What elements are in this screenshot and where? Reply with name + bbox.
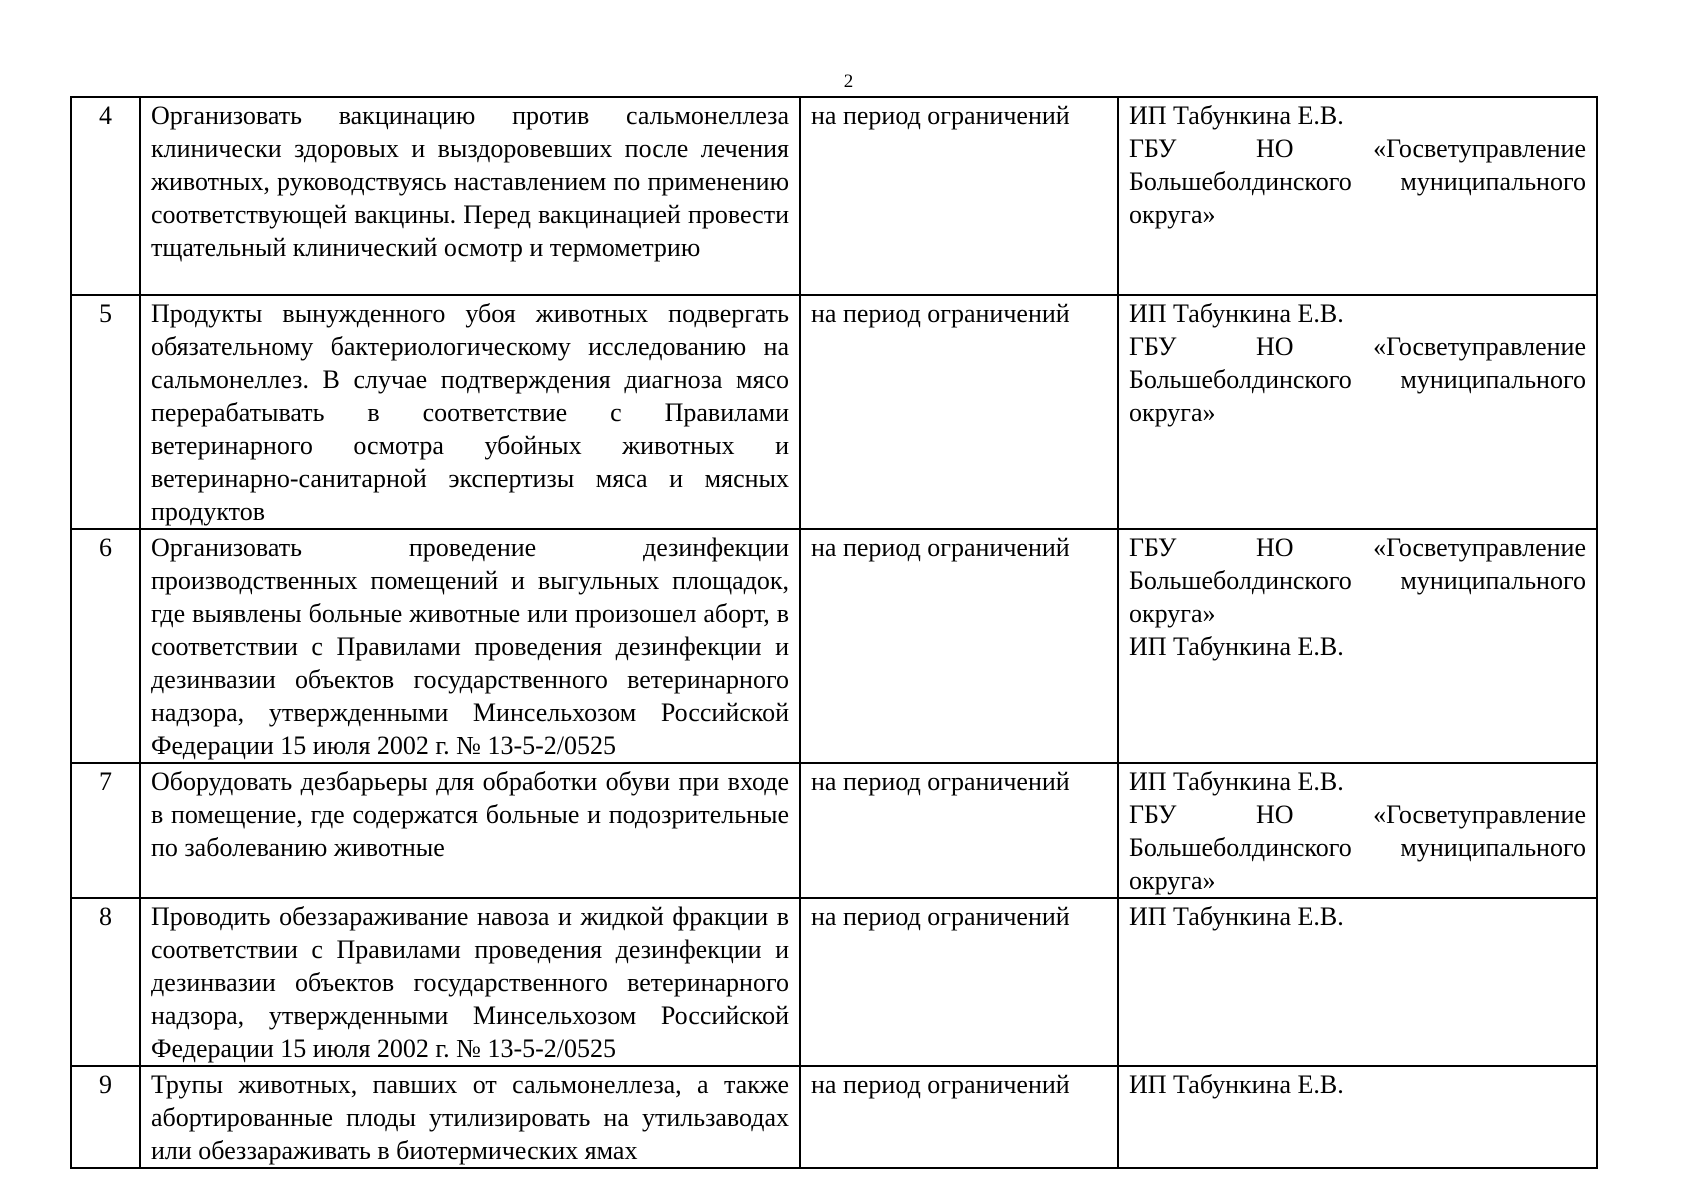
measure-text: Трупы животных, павших от сальмонеллеза, а также абортированные плоды утилизировать на утильзаводах или обеззараживать в биотермических ямах [140,1066,800,1168]
row-number: 8 [71,898,140,1066]
responsible-entry: ИП Табункина Е.В. [1129,902,1344,931]
responsible-entry: ИП Табункина Е.В. [1129,101,1344,130]
row-number: 6 [71,529,140,763]
responsible-entry: ГБУ НО «Госветуправление Большеболдинского муниципального округа» [1129,134,1586,229]
measure-text: Организовать проведение дезинфекции производственных помещений и выгульных площадок, где выявлены больные животные или произошел аборт, в соответствии с Правилами проведения дезинфекции и дезинвазии объектов государственного ветеринарного надзора, утвержденными Минсельхозом Российской Федерации 15 июля 2002 г. № 13-5-2/0525 [140,529,800,763]
measures-table [70,96,1598,1169]
responsible-cell [1118,898,1597,1066]
responsible-cell [1118,763,1597,898]
responsible-entry: ИП Табункина Е.В. [1129,1070,1344,1099]
row-number: 4 [71,97,140,295]
table-row [71,898,1597,1066]
term-cell: на период ограничений [800,529,1118,763]
row-number: 7 [71,763,140,898]
measure-text: Продукты вынужденного убоя животных подвергать обязательному бактериологическому исследованию на сальмонеллез. В случае подтверждения диагноза мясо перерабатывать в соответствие с Правилами ветеринарного осмотра убойных животных и ветеринарно-санитарной экспертизы мяса и мясных продуктов [140,295,800,529]
responsible-entry: ИП Табункина Е.В. [1129,632,1344,661]
measure-text: Организовать вакцинацию против сальмонеллеза клинически здоровых и выздоровевших после лечения животных, руководствуясь наставлением по применению соответствующей вакцины. Перед вакцинацией провести тщательный клинический осмотр и термометрию [140,97,800,295]
row-number: 9 [71,1066,140,1168]
term-cell: на период ограничений [800,1066,1118,1168]
row-number: 5 [71,295,140,529]
responsible-entry: ИП Табункина Е.В. [1129,767,1344,796]
responsible-entry: ГБУ НО «Госветуправление Большеболдинского муниципального округа» [1129,332,1586,427]
responsible-cell [1118,529,1597,763]
term-cell: на период ограничений [800,763,1118,898]
responsible-cell [1118,1066,1597,1168]
responsible-entry: ИП Табункина Е.В. [1129,299,1344,328]
page-number: 2 [843,71,854,92]
term-cell: на период ограничений [800,97,1118,295]
measure-text: Оборудовать дезбарьеры для обработки обуви при входе в помещение, где содержатся больные и подозрительные по заболеванию животные [140,763,800,898]
responsible-entry: ГБУ НО «Госветуправление Большеболдинского муниципального округа» [1129,800,1586,895]
term-cell: на период ограничений [800,295,1118,529]
responsible-entry: ГБУ НО «Госветуправление Большеболдинского муниципального округа» [1129,533,1586,628]
responsible-cell [1118,295,1597,529]
table-row [71,97,1597,295]
table-row [71,529,1597,763]
table-row [71,1066,1597,1168]
table-row [71,763,1597,898]
responsible-cell [1118,97,1597,295]
term-cell: на период ограничений [800,898,1118,1066]
table-row [71,295,1597,529]
measure-text: Проводить обеззараживание навоза и жидкой фракции в соответствии с Правилами проведения дезинфекции и дезинвазии объектов государственного ветеринарного надзора, утвержденными Минсельхозом Российской Федерации 15 июля 2002 г. № 13-5-2/0525 [140,898,800,1066]
